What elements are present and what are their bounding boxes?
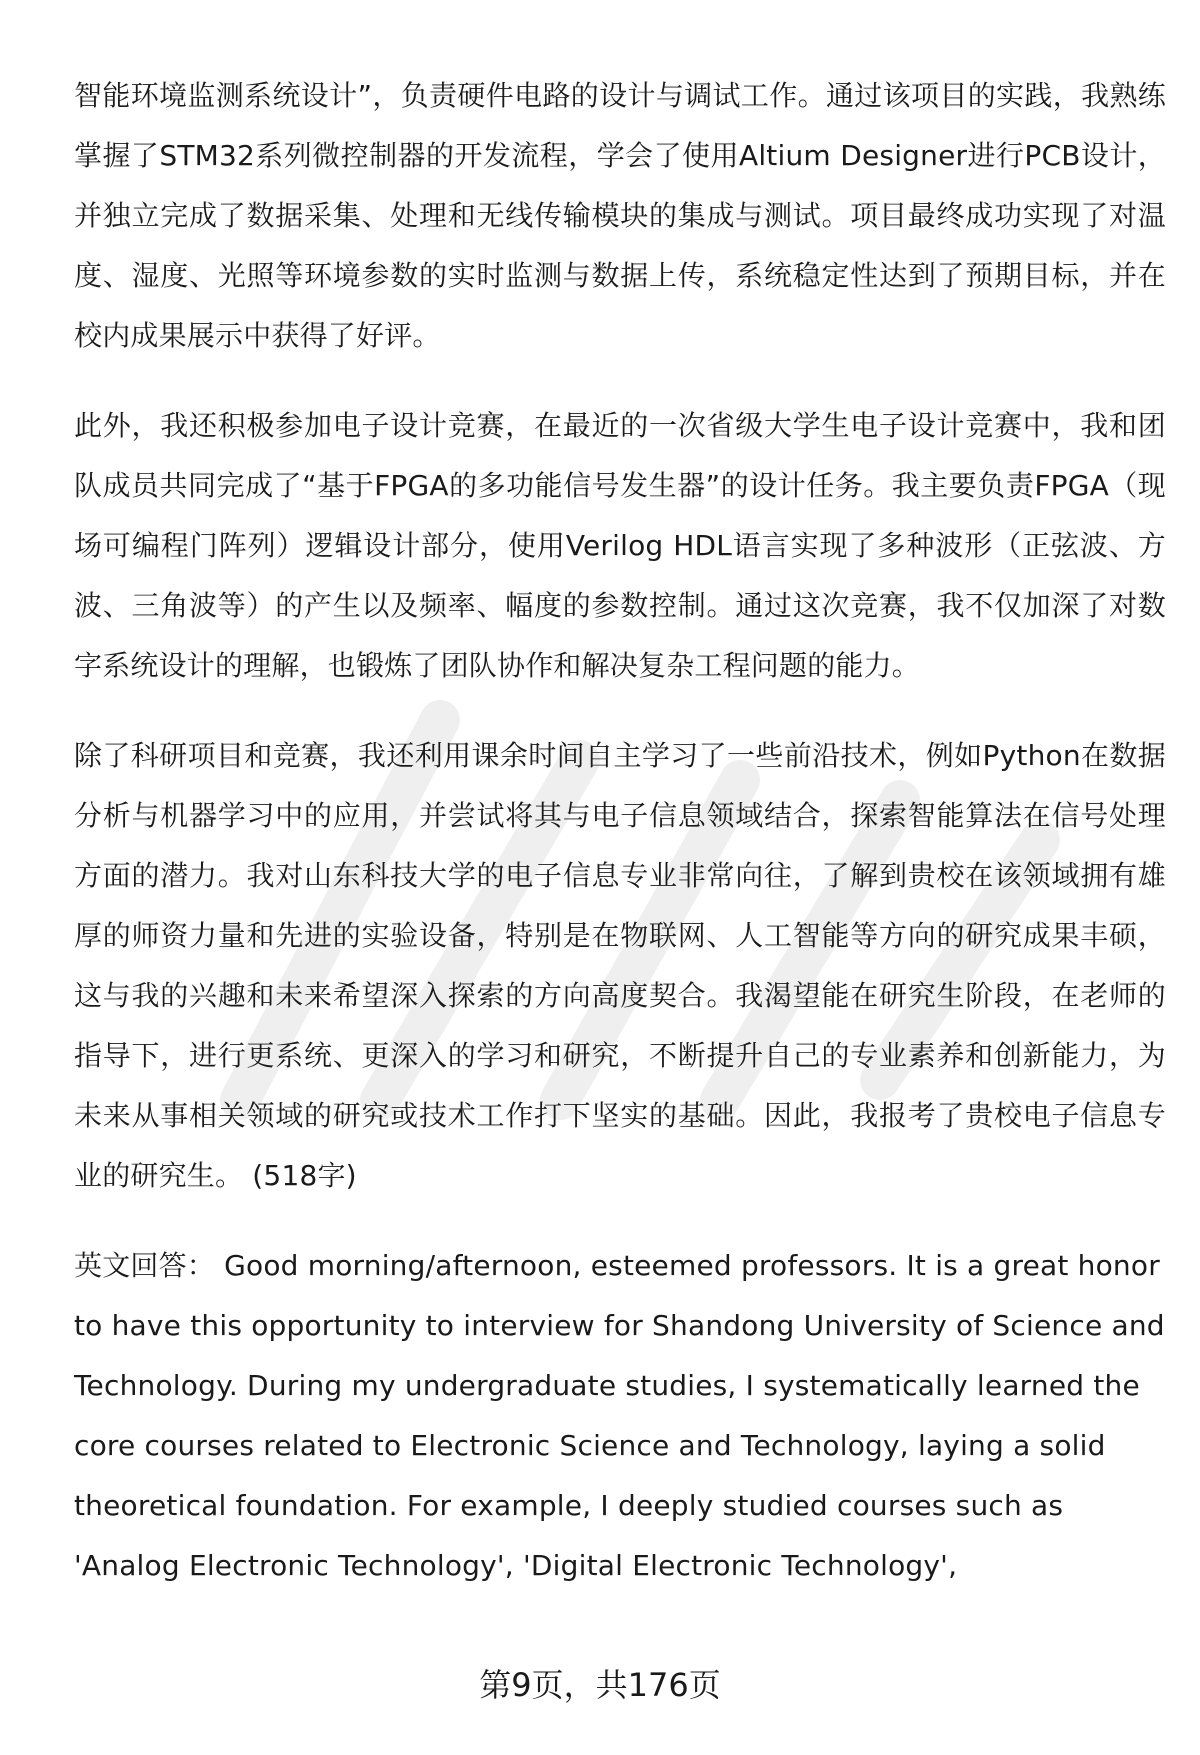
paragraph-motivation: 除了科研项目和竞赛，我还利用课余时间自主学习了一些前沿技术，例如Python在数据分析与机器学习中的应用，并尝试将其与电子信息领域结合，探索智能算法在信号处理方面的潜力。我对山东科技大学的电子信息专业非常向往，了解到贵校在该领域拥有雄厚的师资力量和先进的实验设备，特别是在物联网、人工智能等方向的研究成果丰硕，这与我的兴趣和未来希望深入探索的方向高度契合。我渴望能在研究生阶段，在老师的指导下，进行更系统、更深入的学习和研究，不断提升自己的专业素养和创新能力，为未来从事相关领域的研究或技术工作打下坚实的基础。因此，我报考了贵校电子信息专业的研究生。 (518字) [74, 739, 1166, 1192]
page-number-footer: 第9页，共176页 [479, 1666, 721, 1704]
paragraph-competition: 此外，我还积极参加电子设计竞赛，在最近的一次省级大学生电子设计竞赛中，我和团队成员共同完成了“基于FPGA的多功能信号发生器”的设计任务。我主要负责FPGA（现场可编程门阵列）逻辑设计部分，使用Verilog HDL语言实现了多种波形（正弦波、方波、三角波等）的产生以及频率、幅度的参数控制。通过这次竞赛，我不仅加深了对数字系统设计的理解，也锻炼了团队协作和解决复杂工程问题的能力。 [74, 409, 1166, 682]
paragraph-english-answer: 英文回答： Good morning/afternoon, esteemed professors. It is a great honor to have this opportunity to interview for Shandong University of Science and Technology. During my undergraduate studies, I systematically learned the core courses related to Electronic Science and Technology, laying a solid theoretical foundation. For example, I deeply studied courses such as 'Analog Electronic Technology', 'Digital Electronic Technology', [74, 1249, 1165, 1582]
document-body [74, 66, 1166, 1626]
paragraph-project: 智能环境监测系统设计”，负责硬件电路的设计与调试工作。通过该项目的实践，我熟练掌握了STM32系列微控制器的开发流程，学会了使用Altium Designer进行PCB设计，并独立完成了数据采集、处理和无线传输模块的集成与测试。项目最终成功实现了对温度、湿度、光照等环境参数的实时监测与数据上传，系统稳定性达到了预期目标，并在校内成果展示中获得了好评。 [74, 79, 1166, 352]
